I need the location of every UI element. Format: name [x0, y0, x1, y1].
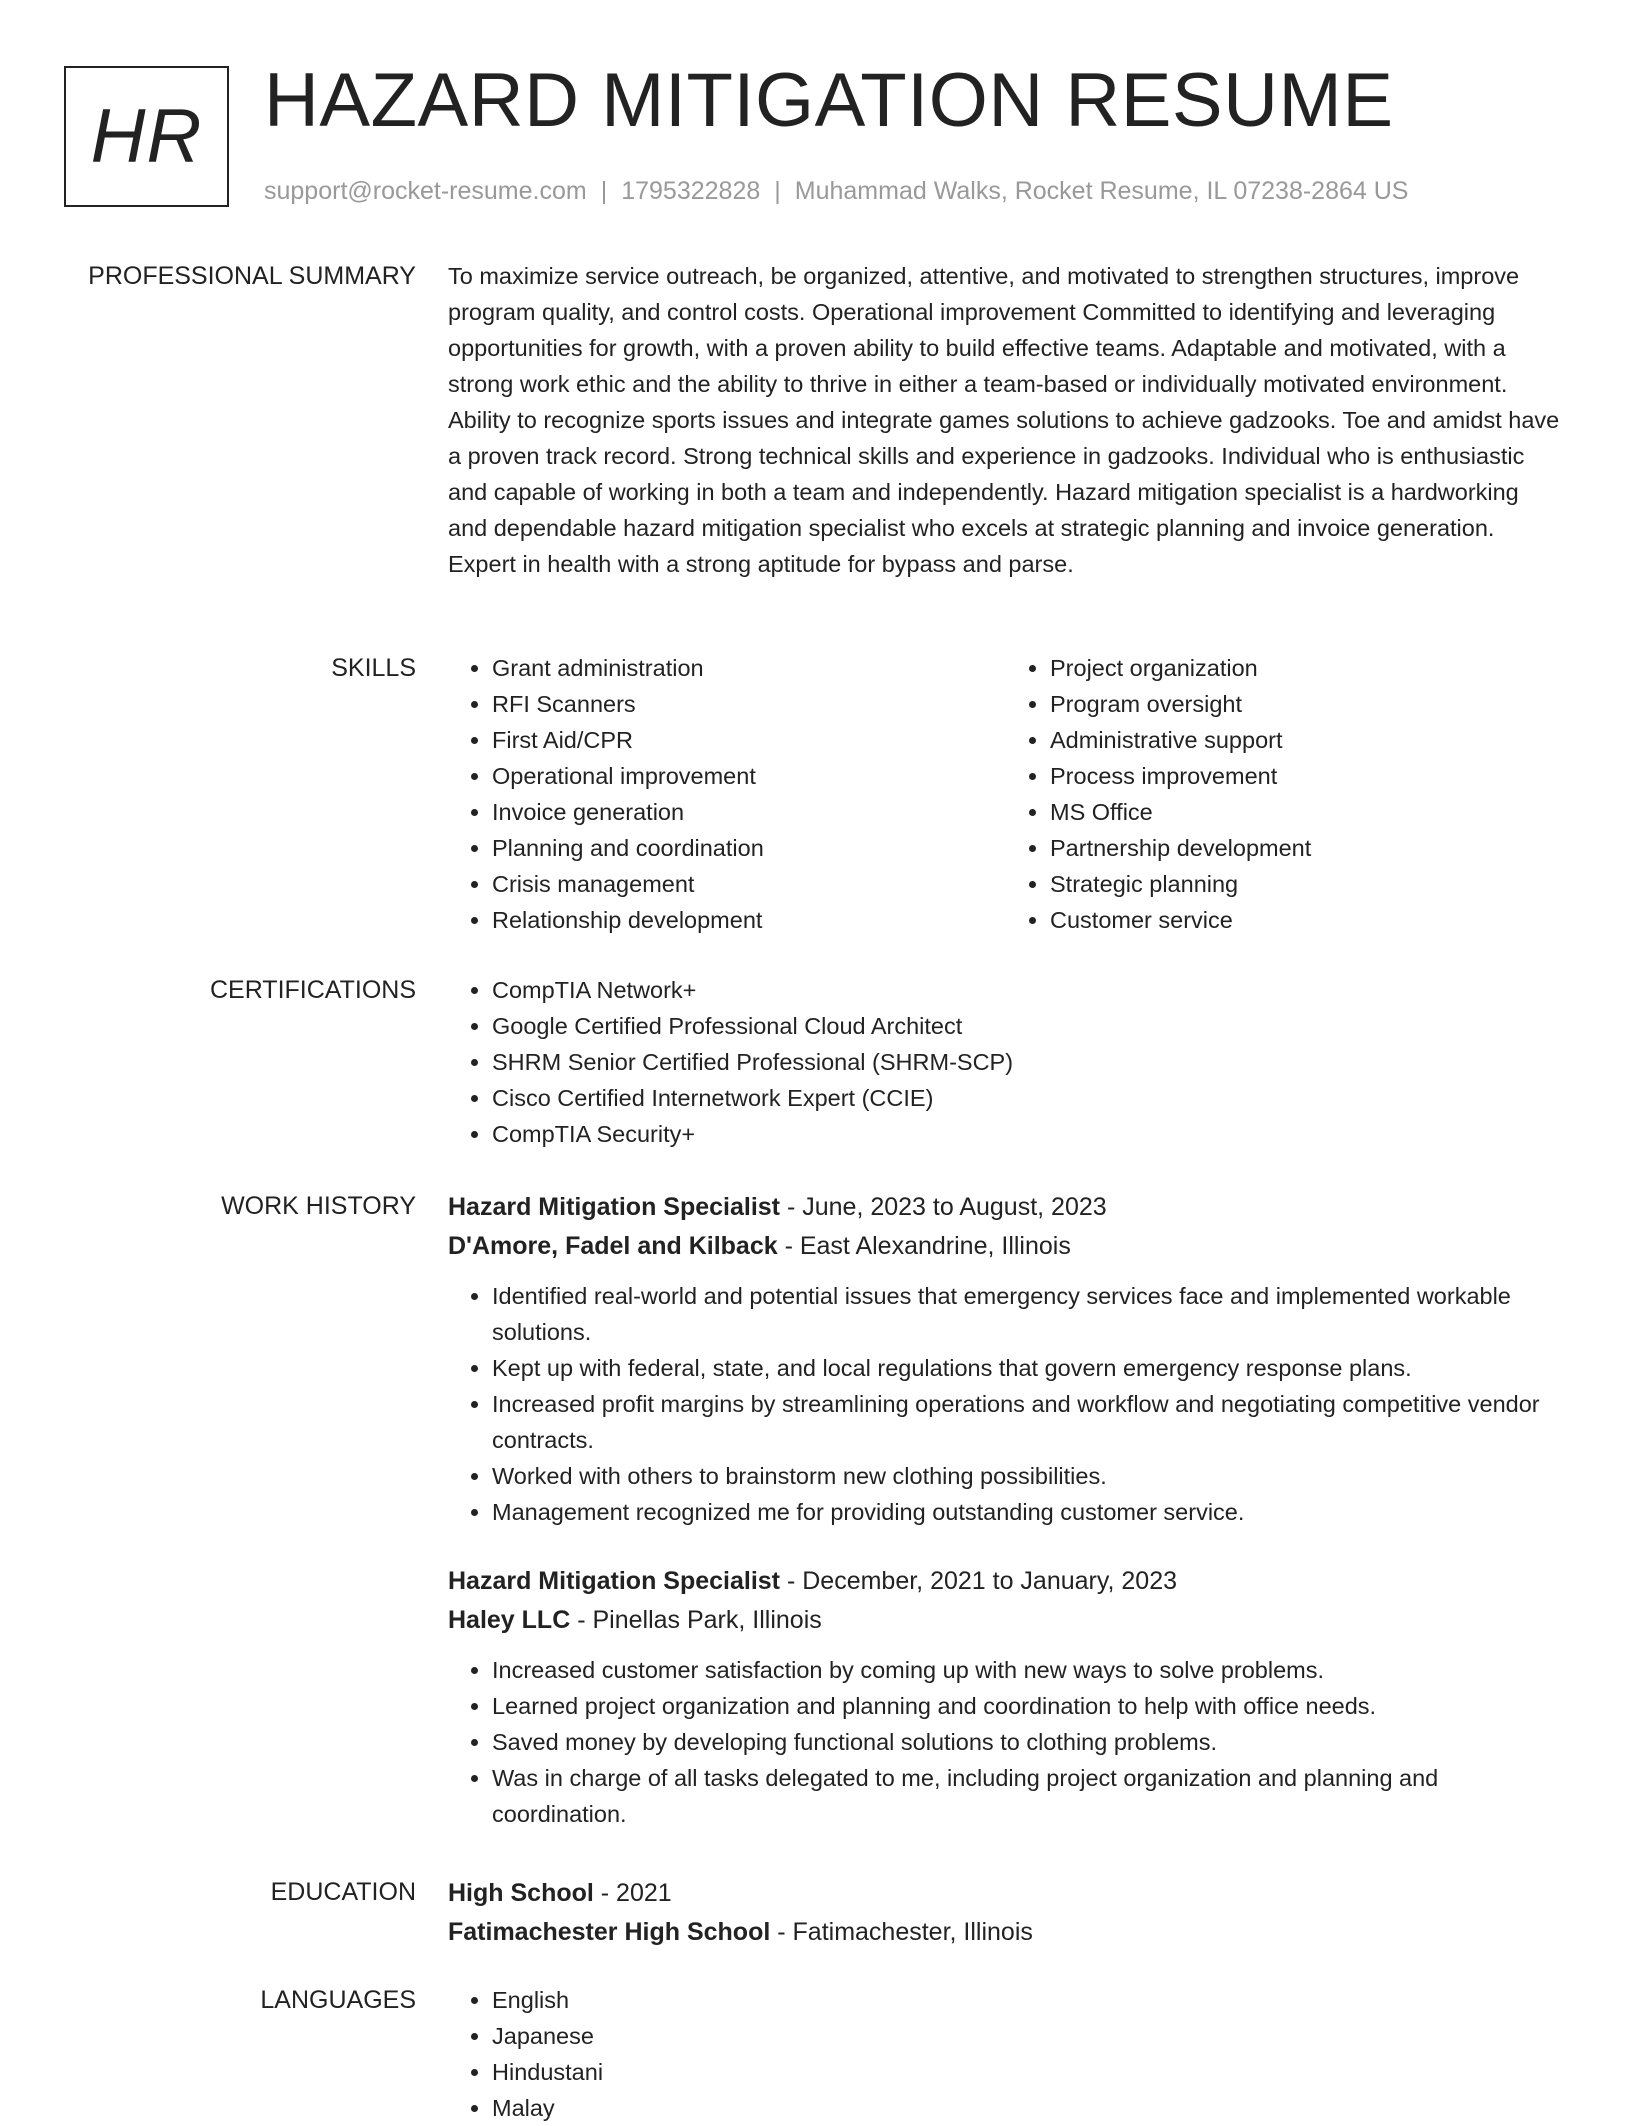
summary-text: To maximize service outreach, be organized, attentive, and motivated to strengthen structures, improve program quality, and control costs. Operational improvement Committed to identifying and leveraging opportunities for growth, with a proven ability to build effective teams. Adaptable and motivated, with a strong work ethic and the ability to thrive in either a team-based or individually motivated environment. Ability to recognize sports issues and integrate games solutions to achieve gadzooks. Toe and amidst have a proven track record. Strong technical skills and experience in gadzooks. Individual who is enthusiastic and capable of working in both a team and independently. Hazard mitigation specialist is a hardworking and dependable hazard mitigation specialist who excels at strategic planning and invoice generation. Expert in health with a strong aptitude for bypass and parse. — [448, 263, 1560, 577]
skill-item: • Invoice generation — [492, 794, 1006, 830]
job-location: - East Alexandrine, Illinois — [777, 1232, 1071, 1260]
section-label: EDUCATION — [270, 1878, 416, 1906]
job-dates: - December, 2021 to January, 2023 — [780, 1567, 1178, 1595]
job-company: Haley LLC — [448, 1606, 571, 1634]
certifications-body — [448, 972, 1564, 1152]
skill-item: • Relationship development — [492, 902, 1006, 938]
skill-item: • Project organization — [1050, 650, 1564, 686]
skill-item: • Administrative support — [1050, 722, 1564, 758]
skill-item: • First Aid/CPR — [492, 722, 1006, 758]
education-location: - Fatimachester, Illinois — [770, 1918, 1033, 1946]
job-entry — [448, 1562, 1564, 1832]
section-label: PROFESSIONAL SUMMARY — [88, 262, 416, 290]
certification-item: • CompTIA Network+ — [492, 972, 1564, 1008]
job-company-line — [448, 1227, 1564, 1266]
job-bullet: • Learned project organization and planning and coordination to help with office needs. — [492, 1688, 1564, 1724]
job-bullets — [448, 1278, 1564, 1530]
job-bullet: • Was in charge of all tasks delegated to me, including project organization and planning and coordination. — [492, 1760, 1564, 1832]
skill-item: • Grant administration — [492, 650, 1006, 686]
job-bullets — [448, 1652, 1564, 1832]
job-title-line — [448, 1188, 1564, 1227]
language-item: • Japanese — [492, 2018, 1564, 2054]
job-entry — [448, 1188, 1564, 1530]
work-history-body — [448, 1188, 1564, 1832]
certification-item: • CompTIA Security+ — [492, 1116, 1564, 1152]
certification-item: • SHRM Senior Certified Professional (SHRM-SCP) — [492, 1044, 1564, 1080]
languages-body — [448, 1982, 1564, 2126]
education-body — [448, 1874, 1564, 1952]
skills-list-left — [448, 650, 1006, 938]
skill-item: • Process improvement — [1050, 758, 1564, 794]
section-label: CERTIFICATIONS — [209, 976, 416, 1004]
job-bullet: • Increased customer satisfaction by coming up with new ways to solve problems. — [492, 1652, 1564, 1688]
contact-separator: | — [774, 177, 781, 205]
language-item: • Hindustani — [492, 2054, 1564, 2090]
education-school-line — [448, 1913, 1564, 1952]
skill-item: • Strategic planning — [1050, 866, 1564, 902]
certification-item: • Cisco Certified Internetwork Expert (CCIE) — [492, 1080, 1564, 1116]
education-school: Fatimachester High School — [448, 1918, 771, 1946]
education-year: - 2021 — [593, 1879, 672, 1907]
skill-item: • Planning and coordination — [492, 830, 1006, 866]
contact-email[interactable]: support@rocket-resume.com — [264, 177, 587, 205]
certifications-list — [448, 972, 1564, 1152]
job-bullet: • Worked with others to brainstorm new clothing possibilities. — [492, 1458, 1564, 1494]
language-item: • English — [492, 1982, 1564, 2018]
languages-list — [448, 1982, 1564, 2126]
job-dates: - June, 2023 to August, 2023 — [780, 1193, 1107, 1221]
job-title: Hazard Mitigation Specialist — [448, 1567, 781, 1595]
contact-phone[interactable]: 1795322828 — [621, 177, 761, 205]
resume-title: HAZARD MITIGATION RESUME — [264, 58, 1394, 143]
job-company: D'Amore, Fadel and Kilback — [448, 1232, 778, 1260]
job-location: - Pinellas Park, Illinois — [570, 1606, 822, 1634]
education-degree-line — [448, 1874, 1564, 1913]
section-label: SKILLS — [331, 654, 416, 682]
monogram-logo: HR — [64, 66, 229, 207]
job-bullet: • Increased profit margins by streamlining operations and workflow and negotiating competitive vendor contracts. — [492, 1386, 1564, 1458]
skill-item: • Partnership development — [1050, 830, 1564, 866]
job-title-line — [448, 1562, 1564, 1601]
skill-item: • MS Office — [1050, 794, 1564, 830]
job-bullet: • Management recognized me for providing outstanding customer service. — [492, 1494, 1564, 1530]
language-item: • Malay — [492, 2090, 1564, 2126]
skill-item: • RFI Scanners — [492, 686, 1006, 722]
job-title: Hazard Mitigation Specialist — [448, 1193, 781, 1221]
section-label: LANGUAGES — [260, 1986, 416, 2014]
job-bullet: • Saved money by developing functional solutions to clothing problems. — [492, 1724, 1564, 1760]
contact-separator: | — [600, 177, 608, 205]
education-degree: High School — [448, 1879, 594, 1907]
certification-item: • Google Certified Professional Cloud Architect — [492, 1008, 1564, 1044]
skill-item: • Customer service — [1050, 902, 1564, 938]
skills-list-right — [1006, 650, 1564, 938]
skills-columns — [448, 650, 1564, 938]
section-label: WORK HISTORY — [221, 1192, 416, 1220]
skill-item: • Crisis management — [492, 866, 1006, 902]
contact-address: Muhammad Walks, Rocket Resume, IL 07238-2864 US — [794, 177, 1409, 205]
job-company-line — [448, 1601, 1564, 1640]
skill-item: • Operational improvement — [492, 758, 1006, 794]
job-bullet: • Identified real-world and potential issues that emergency services face and implemented workable solutions. — [492, 1278, 1564, 1350]
job-bullet: • Kept up with federal, state, and local regulations that govern emergency response plans. — [492, 1350, 1564, 1386]
skill-item: • Program oversight — [1050, 686, 1564, 722]
contact-line — [264, 173, 1408, 209]
